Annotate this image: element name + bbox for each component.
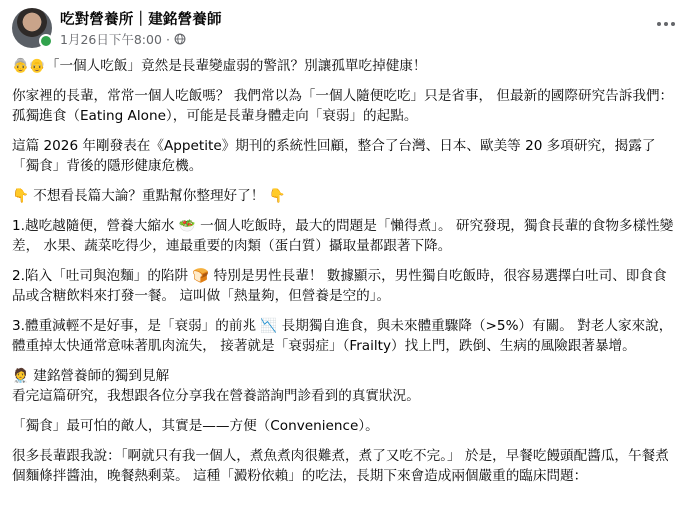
paragraph-convenience: 「獨食」最可怕的敵人，其實是——方便（Convenience）。: [12, 418, 379, 434]
paragraph-summary-lead: 👇 不想看長篇大論？重點幫你整理好了！ 👇: [12, 188, 286, 204]
globe-icon[interactable]: [174, 33, 186, 45]
author-name[interactable]: 吃對營養所｜建銘營養師: [60, 12, 222, 28]
point-1: 1.越吃越隨便，營養大縮水 🥗 一個人吃飯時，最大的問題是「懶得煮」。 研究發現，獨食長輩的食物多樣性變差， 水果、蔬菜吃得少，連最重要的肉類（蛋白質）攝取量都跟著下降。: [12, 218, 674, 254]
point-3: 3.體重減輕不是好事，是「衰弱」的前兆 📉 長期獨自進食，與未來體重驟降（>5%）有關。 對老人家來說，體重掉太快通常意味著肌肉流失， 接著就是「衰弱症」（Frailty）找上門，跌倒、生病的風險跟著暴增。: [12, 318, 673, 354]
paragraph-quote: 很多長輩跟我說：「啊就只有我一個人，煮魚煮肉很難煮，煮了又吃不完。」 於是，早餐吃饅頭配醬瓜，午餐煮個麵條拌醬油，晚餐熱剩菜。 這種「澱粉依賴」的吃法，長期下來會造成兩個嚴重的臨床問題：: [12, 448, 669, 484]
insight-heading: 🧑‍⚕️ 建銘營養師的獨到見解: [12, 368, 170, 384]
post-meta: [60, 30, 186, 48]
post-timestamp[interactable]: 1月26日下午8:00: [60, 32, 162, 47]
post-headline: 👵👴「一個人吃飯」竟然是長輩變虛弱的警訊？別讓孤單吃掉健康！: [12, 58, 427, 74]
insight-intro: 看完這篇研究，我想跟各位分享我在營養諮詢門診看到的真實狀況。: [12, 388, 420, 404]
avatar[interactable]: [12, 8, 52, 48]
post-content: [12, 56, 680, 496]
paragraph-study: 這篇 2026 年剛發表在《Appetite》期刊的系統性回顧，整合了台灣、日本、歐美等 20 多項研究，揭露了「獨食」背後的隱形健康危機。: [12, 138, 656, 174]
paragraph-intro: 你家裡的長輩，常常一個人吃飯嗎？ 我們常以為「一個人隨便吃吃」只是省事， 但最新的國際研究告訴我們：孤獨進食（Eating Alone），可能是長輩身體走向「衰弱」的起點。: [12, 88, 674, 124]
more-options-icon[interactable]: [652, 14, 680, 34]
post-header: [12, 8, 682, 48]
online-status-dot: [39, 34, 53, 48]
point-2: 2.陷入「吐司與泡麵」的陷阱 🍞 特別是男性長輩！ 數據顯示，男性獨自吃飯時，很容易選擇白吐司、即食食品或含糖飲料來打發一餐。 這叫做「熱量夠，但營養是空的」。: [12, 268, 667, 304]
meta-separator: ·: [165, 31, 170, 47]
